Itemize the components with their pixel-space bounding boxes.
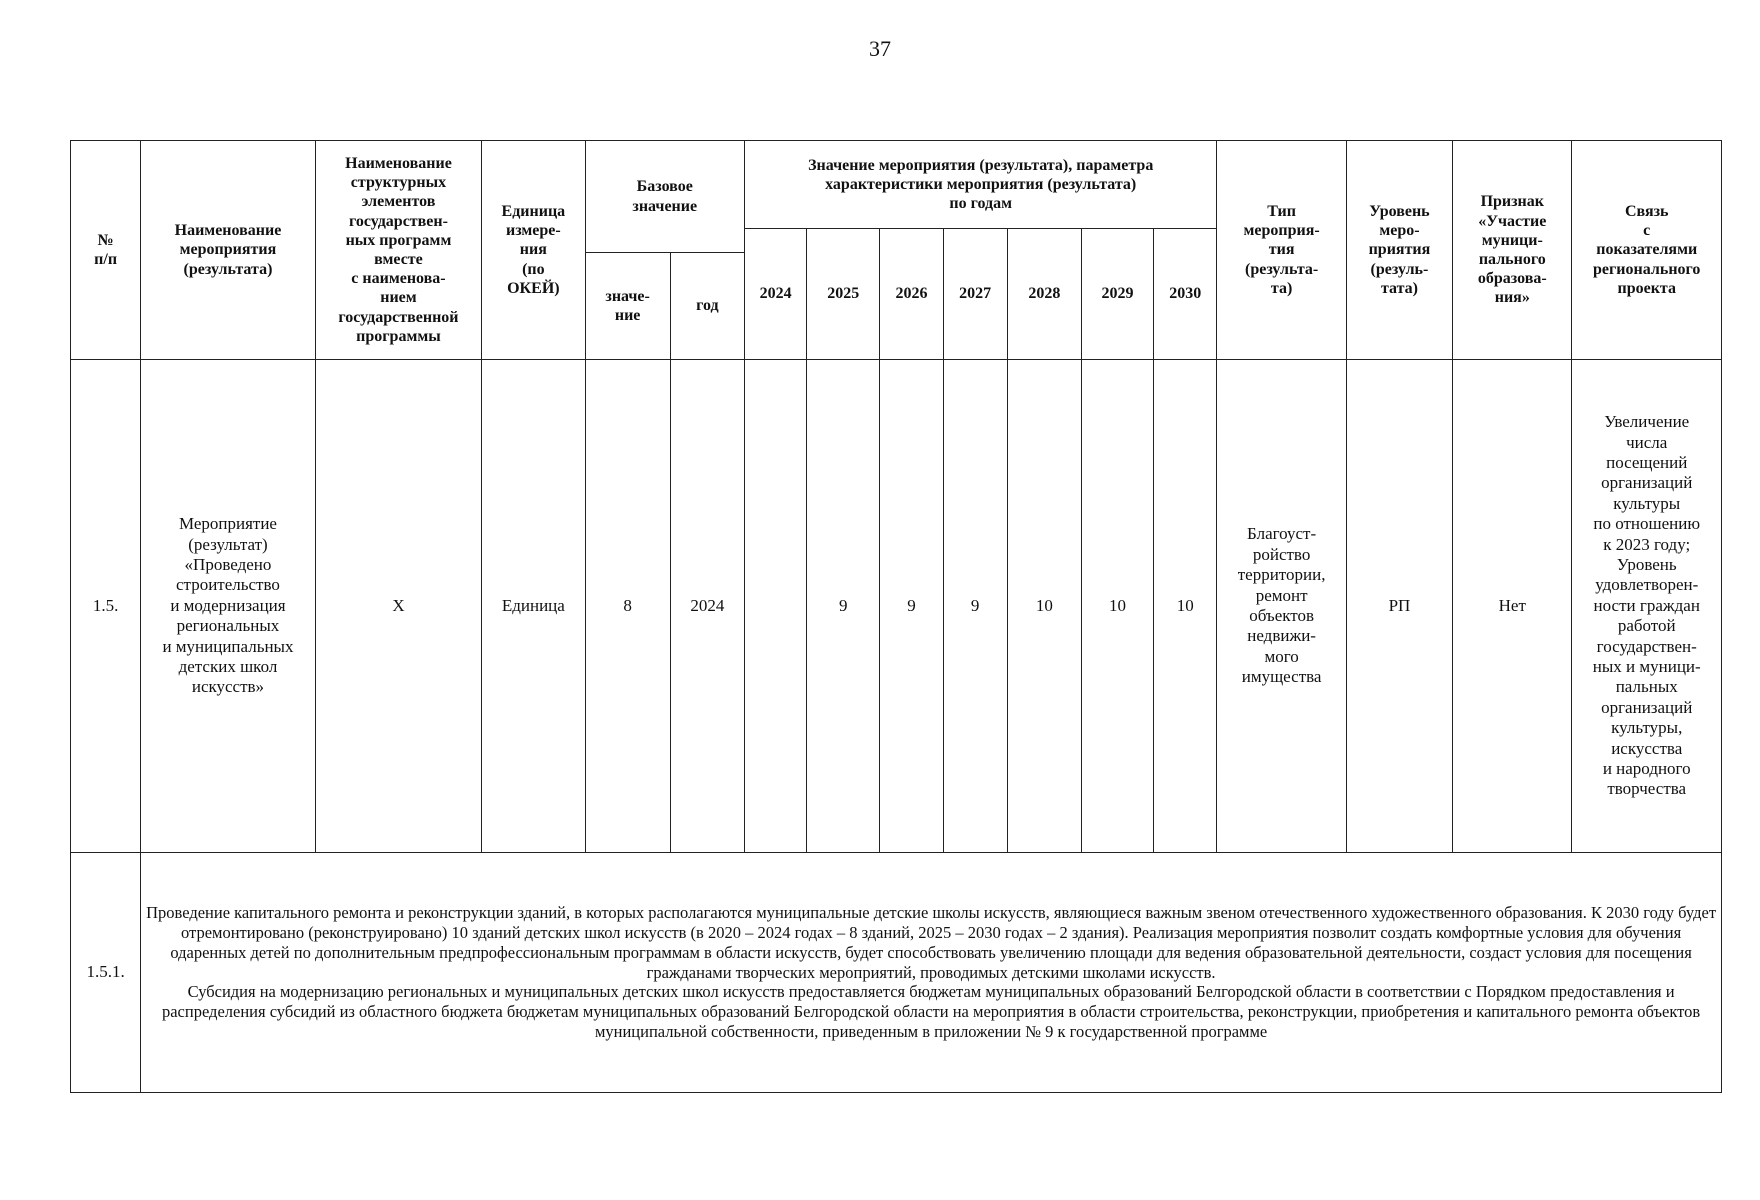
row-num: 1.5. — [71, 360, 141, 853]
header-year: 2027 — [943, 229, 1007, 360]
subrow-num: 1.5.1. — [71, 853, 141, 1093]
row-year-value: 10 — [1081, 360, 1153, 853]
header-year: 2030 — [1154, 229, 1217, 360]
header-num: № п/п — [71, 141, 141, 360]
row-year-value: 9 — [943, 360, 1007, 853]
row-year-value: 10 — [1007, 360, 1081, 853]
header-year: 2028 — [1007, 229, 1081, 360]
header-year: 2025 — [807, 229, 880, 360]
header-base-year: год — [670, 253, 744, 360]
header-base-value: значе- ние — [585, 253, 670, 360]
page-number: 37 — [869, 36, 891, 61]
header-municipal: Признак «Участие муници- пального образова- ния» — [1453, 141, 1572, 360]
header-base: Базовое значение — [585, 141, 744, 253]
row-link: Увеличение числа посещений организаций культуры по отношению к 2023 году; Уровень удовлетворен- ности граждан работой государствен- ных и муници- пальных организаций культуры, искусства и народного творчества — [1572, 360, 1722, 853]
header-type: Тип мероприя- тия (результа- та) — [1217, 141, 1346, 360]
row-base-value: 8 — [585, 360, 670, 853]
row-struct: X — [315, 360, 481, 853]
measures-table — [70, 140, 1722, 1093]
row-year-value: 10 — [1154, 360, 1217, 853]
row-year-value — [744, 360, 806, 853]
header-name: Наименование мероприятия (результата) — [141, 141, 316, 360]
header-struct: Наименование структурных элементов государствен- ных программ вместе с наименова- нием государственной программы — [315, 141, 481, 360]
header-year: 2024 — [744, 229, 806, 360]
description-paragraph: Проведение капитального ремонта и реконструкции зданий, в которых располагаются муниципальные детские школы искусств, являющиеся важным звеном отечественного художественного образования. К 2030 году будет отремонтировано (реконструировано) 10 зданий детских школ искусств (в 2020 – 2024 годах – 8 зданий, 2025 – 2030 годах – 2 здания). Реализация мероприятия позволит создать комфортные условия для обучения одаренных детей по дополнительным предпрофессиональным программам в области искусств, будет способствовать увеличению площади для ведения образовательной деятельности, создаст условия для посещения гражданами творческих мероприятий, проводимых детскими школами искусств. — [146, 903, 1717, 982]
header-level: Уровень меро- приятия (резуль- тата) — [1346, 141, 1452, 360]
row-year-value: 9 — [807, 360, 880, 853]
description-paragraph: Субсидия на модернизацию региональных и муниципальных детских школ искусств предоставляется бюджетам муниципальных образований Белгородской области в соответствии с Порядком предоставления и распределения субсидий из областного бюджета бюджетам муниципальных образований Белгородской области на мероприятия в области строительства, реконструкции, приобретения и капитального ремонта объектов муниципальной собственности, приведенным в приложении № 9 к государственной программе — [161, 982, 1701, 1041]
row-level: РП — [1346, 360, 1452, 853]
header-year: 2029 — [1081, 229, 1153, 360]
row-name: Мероприятие (результат) «Проведено строительство и модернизация региональных и муниципальных детских школ искусств» — [141, 360, 316, 853]
row-unit: Единица — [482, 360, 585, 853]
header-values-by-year: Значение мероприятия (результата), параметра характеристики мероприятия (результата) по годам — [744, 141, 1216, 229]
subrow-description — [141, 853, 1722, 1093]
row-type: Благоуст- ройство территории, ремонт объектов недвижи- мого имущества — [1217, 360, 1346, 853]
header-unit: Единица измере- ния (по ОКЕЙ) — [482, 141, 585, 360]
row-year-value: 9 — [880, 360, 943, 853]
header-year: 2026 — [880, 229, 943, 360]
row-municipal: Нет — [1453, 360, 1572, 853]
row-base-year: 2024 — [670, 360, 744, 853]
header-link: Связь с показателями регионального проекта — [1572, 141, 1722, 360]
